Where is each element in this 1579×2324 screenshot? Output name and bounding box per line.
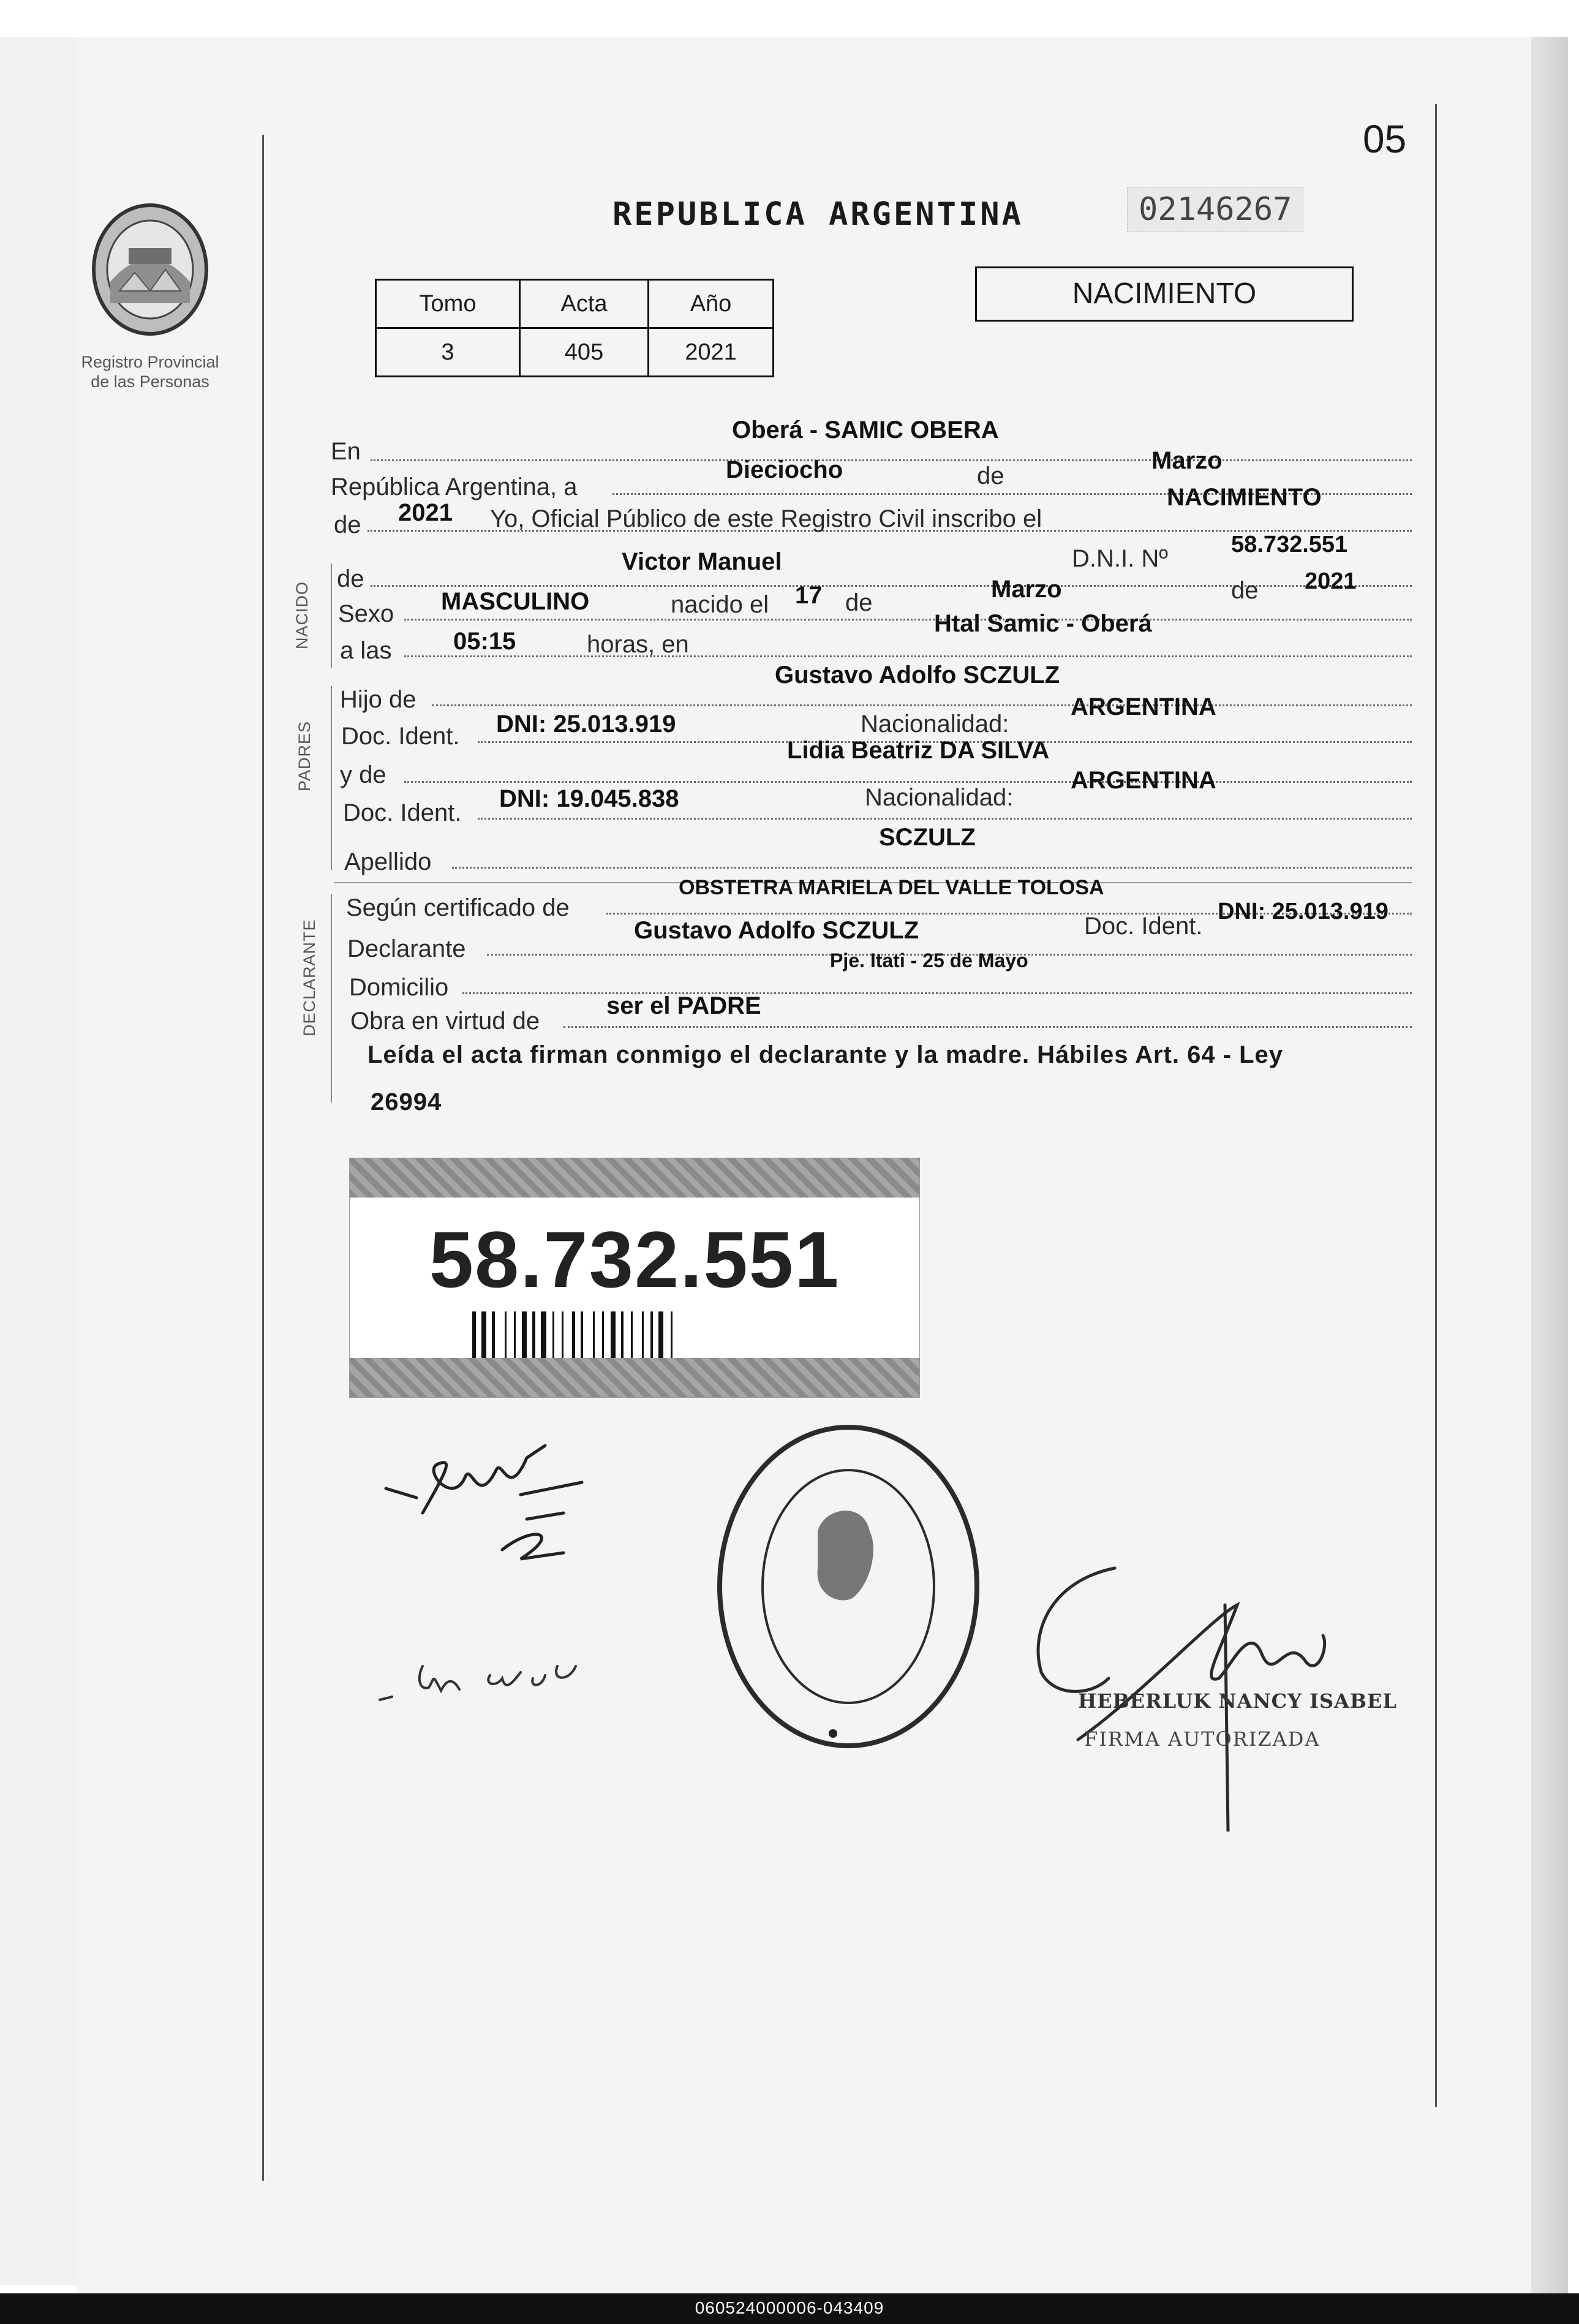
father-doc: DNI: 25.013.919 [496,711,676,738]
father-doc-label: Doc. Ident. [341,723,460,750]
record-value-acta: 405 [520,328,649,377]
stamp-icon [710,1415,986,1758]
child-sex: MASCULINO [441,588,590,615]
obra-value: ser el PADRE [606,992,761,1019]
official-name: HEBERLUK NANCY ISABEL [1078,1689,1397,1713]
horas-label: horas, en [587,631,689,658]
obra-label: Obra en virtud de [350,1008,540,1035]
record-header-tomo: Tomo [376,280,520,328]
intro-day: Dieciocho [726,456,843,483]
en-label: En [331,438,361,465]
dni-label: D.N.I. Nº [1072,545,1168,572]
father-name: Gustavo Adolfo SCZULZ [775,662,1060,689]
logo-caption-line1: Registro Provincial [81,353,219,371]
record-table-value-row [376,328,774,377]
record-header-ano: Año [649,280,774,328]
official-title: FIRMA AUTORIZADA [1084,1727,1321,1751]
father-nationality: ARGENTINA [1071,693,1216,720]
declarante-section-label: DECLARANTE [300,919,318,1036]
official-stamp [710,1415,986,1758]
page-number: 05 [1363,117,1407,161]
intro-year: 2021 [398,499,453,526]
declarante-doc: DNI: 25.013.919 [1218,899,1389,924]
closing-line-2: 26994 [371,1088,442,1115]
intro-month: Marzo [1151,447,1223,474]
apellido-label: Apellido [344,848,432,875]
mother-nationality: ARGENTINA [1071,767,1216,794]
dni-sticker [349,1158,920,1398]
birth-year: 2021 [1305,568,1357,594]
page-title: REPUBLICA ARGENTINA [612,196,1023,233]
surname: SCZULZ [879,824,976,851]
mother-name: Lidia Beatriz DA SILVA [787,737,1050,764]
record-type-box: NACIMIENTO [975,266,1354,322]
dotted-line [404,619,1412,621]
intro-de-label: de [977,462,1004,489]
dotted-line [452,867,1412,869]
facing-page [0,37,78,2285]
record-header-acta: Acta [520,280,649,328]
mother-nat-label: Nacionalidad: [865,784,1014,811]
republica-label: República Argentina, a [331,473,578,500]
child-dni: 58.732.551 [1231,532,1348,557]
nacido-bracket [331,564,332,668]
birth-time: 05:15 [453,628,516,655]
nacido-section-label: NACIDO [293,581,311,649]
oficial-text: Yo, Oficial Público de este Registro Civil inscribo el [490,505,1042,532]
nacido-el-label: nacido el [671,591,769,618]
birth-month: Marzo [991,576,1062,603]
mother-doc: DNI: 19.045.838 [499,785,679,812]
sheet-edge [1531,37,1568,2297]
dotted-line [404,655,1412,657]
official-signature [1017,1544,1360,1832]
serial-number: 02146267 [1127,187,1303,232]
form-left-border [262,135,264,2181]
dotted-line [371,459,1412,461]
dotted-line [404,781,1412,783]
child-name: Victor Manuel [622,548,782,575]
record-table [375,279,774,377]
barcode-icon [472,1311,785,1359]
birth-place: Htal Samic - Oberá [934,610,1152,637]
certificado-label: Según certificado de [346,894,570,921]
declarante-bracket [331,894,332,1103]
certificado-value: OBSTETRA MARIELA DEL VALLE TOLOSA [679,876,1104,899]
dotted-line [563,1026,1412,1028]
hijo-de-label: Hijo de [340,686,416,713]
sticker-top-band [350,1158,919,1198]
sexo-label: Sexo [338,600,394,627]
padres-section-label: PADRES [295,720,314,791]
handwritten-note [374,1642,594,1709]
domicilio-label: Domicilio [349,974,449,1001]
mother-doc-label: Doc. Ident. [343,799,462,826]
sticker-bottom-band [350,1358,919,1397]
seal-icon [86,199,214,346]
footer-code: 060524000006-043409 [695,2298,884,2317]
birth-de-year-label: de [1231,577,1259,604]
padres-bracket [331,686,332,870]
intro-act-type: NACIMIENTO [1167,484,1322,511]
record-table-header-row [376,280,774,328]
dotted-line [462,992,1412,994]
birth-day: 17 [795,582,823,609]
declarante-label: Declarante [347,935,466,962]
form-right-border [1435,104,1437,2107]
record-value-tomo: 3 [376,328,520,377]
dotted-line [478,818,1412,820]
intro-place: Oberá - SAMIC OBERA [732,417,999,443]
nacido-de-label: de [337,565,364,592]
dotted-line [432,704,1412,706]
dni-sticker-number: 58.732.551 [429,1215,840,1304]
birth-de-label: de [845,589,873,616]
y-de-label: y de [340,761,386,788]
a-las-label: a las [340,637,392,664]
record-value-ano: 2021 [649,328,774,377]
father-nat-label: Nacionalidad: [861,711,1009,738]
domicilio-value: Pje. Itati - 25 de Mayo [830,949,1028,971]
logo-caption-line2: de las Personas [91,372,209,391]
declarante-doc-label: Doc. Ident. [1084,913,1203,940]
declarant-signature [380,1421,612,1568]
declarante-name: Gustavo Adolfo SCZULZ [634,917,919,944]
closing-line-1: Leída el acta firman conmigo el declarante y la madre. Hábiles Art. 64 - Ley [367,1041,1284,1068]
intro-de-year-label: de [334,511,361,538]
province-seal [81,199,219,391]
